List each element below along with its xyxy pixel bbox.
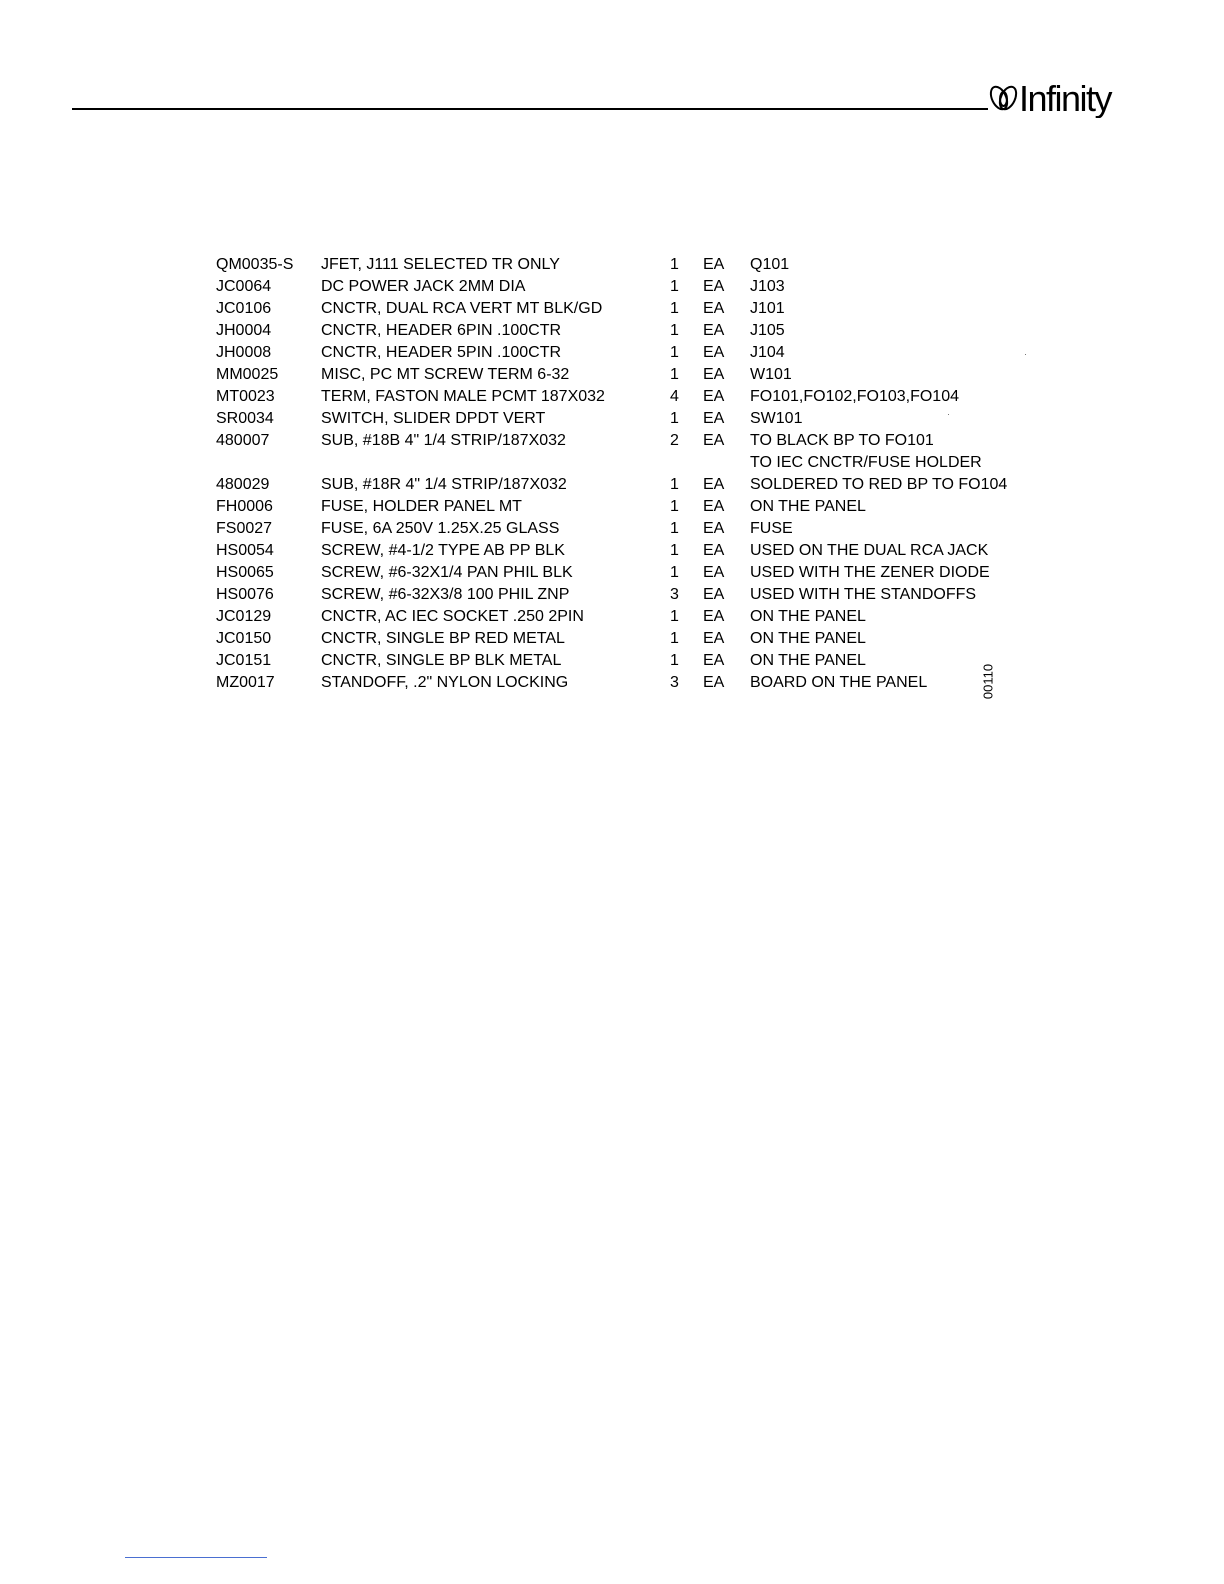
side-code-text: 00110 [980,663,996,700]
part-description: STANDOFF, .2" NYLON LOCKING [321,674,569,691]
part-number: SR0034 [216,410,274,427]
part-number: FH0006 [216,498,273,515]
part-reference: SW101 [750,410,803,427]
parts-row [216,276,1036,298]
part-number: HS0054 [216,542,274,559]
part-description: MISC, PC MT SCREW TERM 6-32 [321,366,570,383]
parts-row [216,496,1036,518]
part-quantity: 1 [670,564,679,581]
part-number: JC0064 [216,278,272,295]
parts-row [216,430,1036,474]
part-quantity: 1 [670,278,679,295]
part-reference: ON THE PANEL [750,498,866,515]
part-unit: EA [703,388,725,405]
part-unit: EA [703,432,725,449]
part-quantity: 1 [670,300,679,317]
part-description: JFET, J111 SELECTED TR ONLY [321,256,560,273]
part-reference: Q101 [750,256,790,273]
parts-row [216,540,1036,562]
part-reference: W101 [750,366,792,383]
part-quantity: 1 [670,256,679,273]
part-description: SCREW, #6-32X3/8 100 PHIL ZNP [321,586,570,603]
parts-row [216,342,1036,364]
part-unit: EA [703,520,725,537]
part-reference: SOLDERED TO RED BP TO FO104 [750,476,1008,493]
part-reference: J105 [750,322,785,339]
part-description: SUB, #18R 4" 1/4 STRIP/187X032 [321,476,567,493]
footer-rule [125,1557,267,1558]
part-unit: EA [703,564,725,581]
part-number: JC0106 [216,300,272,317]
scan-speck [948,414,949,415]
part-quantity: 1 [670,652,679,669]
part-unit: EA [703,652,725,669]
part-unit: EA [703,630,725,647]
part-quantity: 2 [670,432,679,449]
part-reference: USED ON THE DUAL RCA JACK [750,542,989,559]
part-quantity: 1 [670,630,679,647]
part-description: FUSE, 6A 250V 1.25X.25 GLASS [321,520,560,537]
part-unit: EA [703,344,725,361]
part-reference: USED WITH THE ZENER DIODE [750,564,990,581]
part-reference: J104 [750,344,785,361]
part-reference: FO101,FO102,FO103,FO104 [750,388,959,405]
part-number: 480029 [216,476,270,493]
part-description: SCREW, #6-32X1/4 PAN PHIL BLK [321,564,573,581]
part-unit: EA [703,366,725,383]
part-description: DC POWER JACK 2MM DIA [321,278,526,295]
part-unit: EA [703,498,725,515]
part-quantity: 1 [670,344,679,361]
part-number: HS0076 [216,586,274,603]
parts-row [216,628,1036,650]
infinity-logo [988,74,1138,118]
part-unit: EA [703,300,725,317]
part-unit: EA [703,674,725,691]
parts-row [216,606,1036,628]
parts-row [216,650,1036,672]
part-quantity: 1 [670,542,679,559]
parts-row [216,584,1036,606]
part-number: MT0023 [216,388,275,405]
part-quantity: 1 [670,476,679,493]
part-number: JC0150 [216,630,272,647]
parts-row [216,254,1036,276]
part-quantity: 1 [670,410,679,427]
part-unit: EA [703,542,725,559]
parts-row [216,386,1036,408]
part-unit: EA [703,322,725,339]
infinity-logo-mark [988,74,1138,118]
part-number: JH0008 [216,344,272,361]
parts-row [216,562,1036,584]
part-reference: ON THE PANEL [750,608,866,625]
part-quantity: 1 [670,366,679,383]
part-number: 480007 [216,432,270,449]
part-description: SUB, #18B 4" 1/4 STRIP/187X032 [321,432,566,449]
scan-speck [1025,354,1026,355]
part-quantity: 3 [670,674,679,691]
part-description: FUSE, HOLDER PANEL MT [321,498,522,515]
part-number: FS0027 [216,520,273,537]
part-reference: J101 [750,300,785,317]
part-number: MZ0017 [216,674,275,691]
part-number: HS0065 [216,564,274,581]
part-description: CNCTR, HEADER 6PIN .100CTR [321,322,562,339]
part-description: CNCTR, SINGLE BP RED METAL [321,630,565,647]
part-reference: TO BLACK BP TO FO101 TO IEC CNCTR/FUSE HOLDER [750,432,982,471]
brand-wordmark: Infinity [1019,78,1112,118]
part-description: CNCTR, HEADER 5PIN .100CTR [321,344,562,361]
part-description: SWITCH, SLIDER DPDT VERT [321,410,546,427]
part-reference: ON THE PANEL [750,630,866,647]
part-description: TERM, FASTON MALE PCMT 187X032 [321,388,605,405]
parts-row [216,298,1036,320]
part-number: JC0151 [216,652,272,669]
parts-row [216,364,1036,386]
part-description: CNCTR, DUAL RCA VERT MT BLK/GD [321,300,603,317]
part-quantity: 1 [670,520,679,537]
part-number: MM0025 [216,366,279,383]
parts-list [216,254,1036,694]
part-description: SCREW, #4-1/2 TYPE AB PP BLK [321,542,565,559]
parts-row [216,518,1036,540]
parts-row [216,474,1036,496]
part-unit: EA [703,256,725,273]
part-number: QM0035-S [216,256,294,273]
part-quantity: 1 [670,608,679,625]
part-unit: EA [703,278,725,295]
part-quantity: 1 [670,322,679,339]
side-code [978,660,994,700]
part-unit: EA [703,608,725,625]
part-reference: J103 [750,278,785,295]
part-description: CNCTR, SINGLE BP BLK METAL [321,652,562,669]
header-rule [72,108,988,110]
part-unit: EA [703,586,725,603]
part-number: JH0004 [216,322,272,339]
part-quantity: 4 [670,388,679,405]
parts-row [216,320,1036,342]
parts-row [216,672,1036,694]
part-reference: BOARD ON THE PANEL [750,674,928,691]
part-unit: EA [703,476,725,493]
part-quantity: 3 [670,586,679,603]
part-reference: ON THE PANEL [750,652,866,669]
part-reference: USED WITH THE STANDOFFS [750,586,977,603]
part-reference: FUSE [750,520,793,537]
part-quantity: 1 [670,498,679,515]
part-number: JC0129 [216,608,272,625]
parts-row [216,408,1036,430]
part-description: CNCTR, AC IEC SOCKET .250 2PIN [321,608,584,625]
part-unit: EA [703,410,725,427]
